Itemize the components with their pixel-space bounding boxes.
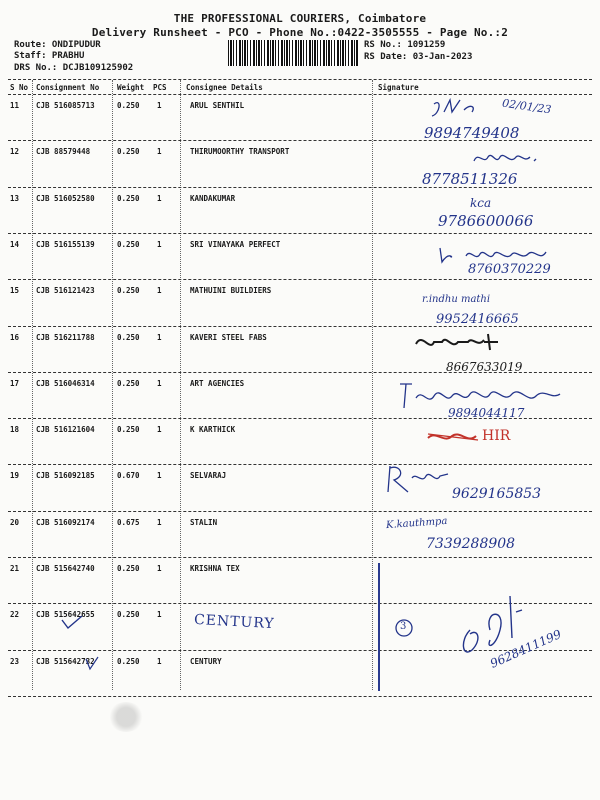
barcode <box>228 40 358 66</box>
column-divider <box>112 80 113 690</box>
col-signature: Signature <box>378 83 419 92</box>
row-pcs: 1 <box>157 239 162 249</box>
row-sno: 13 <box>10 193 20 203</box>
row-consignee: CENTURY <box>190 656 222 666</box>
hw-phone-row-16: 8667633019 <box>446 360 523 374</box>
hw-name-row-13: kca <box>470 196 492 210</box>
row-weight: 0.250 <box>117 610 140 620</box>
row-separator <box>8 557 592 558</box>
row-sno: 22 <box>10 610 20 620</box>
row-weight: 0.250 <box>117 656 140 666</box>
row-pcs: 1 <box>157 656 162 666</box>
header-top-rule <box>8 79 592 80</box>
hw-name-row-22: CENTURY <box>193 611 276 633</box>
row-pcs: 1 <box>157 471 162 481</box>
row-consignee: ART AGENCIES <box>190 378 245 388</box>
row-consignment-no: CJB 516046314 <box>36 378 95 388</box>
col-pcs: PCS <box>153 83 167 92</box>
hw-phone-row-17: 9894044117 <box>448 406 525 420</box>
row-consignee: SELVARAJ <box>190 471 227 481</box>
row-weight: 0.250 <box>117 239 140 249</box>
row-weight: 0.250 <box>117 193 140 203</box>
hw-phone-row-15: 9952416665 <box>436 312 519 327</box>
col-sno: S No <box>10 83 29 92</box>
row-consignment-no: CJB 516155139 <box>36 239 95 249</box>
row-weight: 0.670 <box>117 471 140 481</box>
column-divider <box>372 80 373 690</box>
row-separator <box>8 233 592 234</box>
row-weight: 0.250 <box>117 147 140 157</box>
column-divider <box>32 80 33 690</box>
ink-smudge <box>108 702 144 732</box>
company-title: THE PROFESSIONAL COURIERS, Coimbatore <box>173 12 427 25</box>
runsheet-subtitle: Delivery Runsheet - PCO - Phone No.:0422-3505555 - Page No.:2 <box>91 26 509 39</box>
row-weight: 0.250 <box>117 101 140 110</box>
hw-note-row-18: HIR <box>482 428 511 444</box>
row-weight: 0.250 <box>117 425 140 435</box>
row-separator <box>8 511 592 512</box>
hw-date-row-11: 02/01/23 <box>501 96 553 117</box>
col-consignment: Consignment No <box>36 83 100 92</box>
row-pcs: 1 <box>157 517 162 527</box>
col-consignee: Consignee Details <box>186 83 263 92</box>
row-consignee: MATHUINI BUILDIERS <box>190 286 272 296</box>
row-consignment-no: CJB 515642740 <box>36 564 95 573</box>
row-weight: 0.250 <box>117 286 140 296</box>
signature-row-12 <box>470 147 550 169</box>
signature-row-19 <box>384 462 454 502</box>
hw-phone-row-11: 9894749408 <box>424 124 520 142</box>
row-consignment-no: CJB 515642732 <box>36 656 95 666</box>
row-sno: 19 <box>10 471 20 481</box>
row-consignment-no: CJB 516092174 <box>36 517 95 527</box>
row-consignment-no: CJB 515642655 <box>36 610 95 620</box>
row-separator <box>8 696 592 697</box>
row-consignment-no: CJB 516211788 <box>36 332 95 342</box>
row-consignee: THIRUMOORTHY TRANSPORT <box>190 147 290 157</box>
row-pcs: 1 <box>157 610 162 620</box>
drs-number: DRS No.: DCJB109125902 <box>14 63 134 73</box>
row-pcs: 1 <box>157 147 162 157</box>
header-bottom-rule <box>8 94 592 95</box>
staff-label: Staff: PRABHU <box>14 51 85 61</box>
row-sno: 23 <box>10 656 20 666</box>
row-consignment-no: CJB 88579448 <box>36 147 91 157</box>
row-consignment-no: CJB 516092185 <box>36 471 95 481</box>
row-consignee: SRI VINAYAKA PERFECT <box>190 239 281 249</box>
row-consignee: KRISHNA TEX <box>190 564 240 573</box>
hw-phone-row-13: 9786600066 <box>438 212 534 230</box>
row-weight: 0.250 <box>117 378 140 388</box>
row-consignee: KAVERI STEEL FABS <box>190 332 267 342</box>
row-sno: 15 <box>10 286 20 296</box>
row-pcs: 1 <box>157 425 162 435</box>
row-pcs: 1 <box>157 101 162 110</box>
hw-phone-row-14: 8760370229 <box>468 262 551 277</box>
row-consignee: STALIN <box>190 517 218 527</box>
row-separator <box>8 279 592 280</box>
rs-number: RS No.: 1091259 <box>364 40 446 50</box>
row-consignee: KANDAKUMAR <box>190 193 236 203</box>
tick-mark-row-23 <box>84 655 100 671</box>
route-label: Route: ONDIPUDUR <box>14 40 101 50</box>
row-pcs: 1 <box>157 193 162 203</box>
hw-phone-row-20: 7339288908 <box>426 536 516 552</box>
row-sno: 18 <box>10 425 20 435</box>
row-pcs: 1 <box>157 378 162 388</box>
row-consignee: ARUL SENTHIL <box>190 101 245 110</box>
row-weight: 0.675 <box>117 517 140 527</box>
hw-circle-number: 3 <box>400 621 407 632</box>
row-consignment-no: CJB 516052580 <box>36 193 95 203</box>
hw-phone-row-12: 8778511326 <box>422 170 518 188</box>
row-sno: 17 <box>10 378 20 388</box>
row-consignment-no: CJB 516121423 <box>36 286 95 296</box>
row-sno: 11 <box>10 101 20 110</box>
column-divider <box>180 80 181 690</box>
hw-phone-row-23: 9628411199 <box>488 626 564 671</box>
scribble-row-18 <box>426 428 482 446</box>
row-pcs: 1 <box>157 286 162 296</box>
row-consignment-no: CJB 516121604 <box>36 425 95 435</box>
row-sno: 12 <box>10 147 20 157</box>
row-pcs: 1 <box>157 332 162 342</box>
row-separator <box>8 464 592 465</box>
hw-name-row-20: K.kauthmpa <box>385 515 448 532</box>
row-sno: 21 <box>10 564 20 573</box>
row-consignee: K KARTHICK <box>190 425 236 435</box>
handwritten-bracket-line <box>378 563 386 691</box>
hw-phone-row-19: 9629165853 <box>452 486 542 502</box>
col-weight: Weight <box>117 83 145 92</box>
row-sno: 20 <box>10 517 20 527</box>
row-weight: 0.250 <box>117 332 140 342</box>
row-sno: 16 <box>10 332 20 342</box>
tick-mark-row-22 <box>60 614 84 630</box>
row-weight: 0.250 <box>117 564 140 573</box>
row-sno: 14 <box>10 239 20 249</box>
signature-row-11 <box>428 96 498 122</box>
row-pcs: 1 <box>157 564 162 573</box>
hw-name-row-15: r.indhu mathi <box>422 294 491 305</box>
row-consignment-no: CJB 516085713 <box>36 101 95 110</box>
rs-date: RS Date: 03-Jan-2023 <box>364 52 473 62</box>
signature-row-16 <box>412 330 522 354</box>
